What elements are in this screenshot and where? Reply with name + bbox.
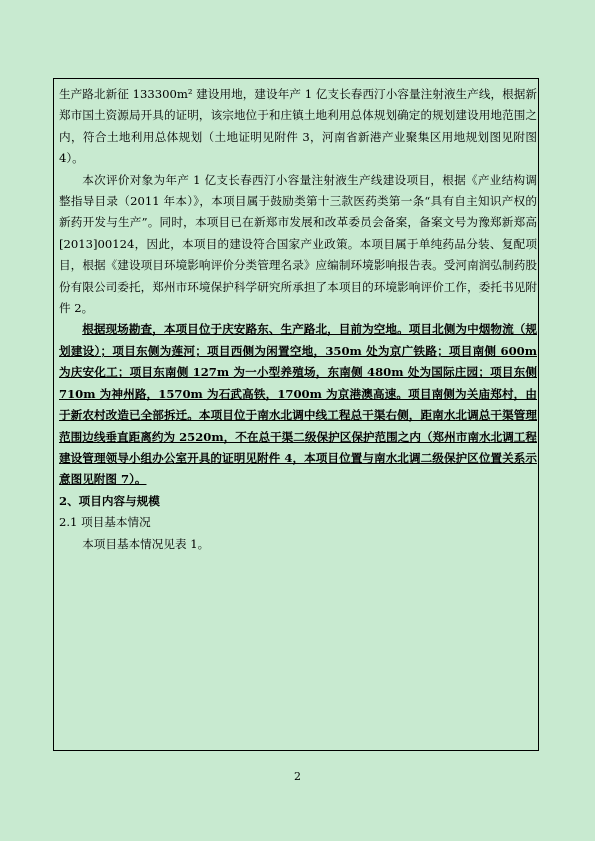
section-heading: 2、项目内容与规模 — [59, 493, 160, 508]
page-number: 2 — [294, 770, 301, 783]
paragraph-industry-policy: 本次评价对象为年产 1 亿支长春西汀小容量注射液生产线建设项目，根据《产业结构调整指导目录（2011 年本）》，本项目属于鼓励类第十三款医药类第一条“具有自主知识产权的新药开发与生产”。同时，本项目已在新郑市发展和改革委员会备案，备案文号为豫郑新郑高[2013]00124，因此，本项目的建设符合国家产业政策。本项目属于单纯药品分装、复配项目，根据《建设项目环境影响评价分类管理名录》应编制环境影响报告表。受河南润弘制药股份有限公司委托，郑州市环境保护科学研究所承担了本项目的环境影响评价工作，委托书见附件 2。 — [59, 172, 537, 316]
paragraph-land-use: 生产路北新征 133300m² 建设用地，建设年产 1 亿支长春西汀小容量注射液生产线，根据新郑市国土资源局开具的证明，该宗地位于和庄镇土地利用总体规划确定的规划建设用地范围之内，符合土地利用总体规划（土地证明见附件 3，河南省新港产业聚集区用地规划图见附图 4）。 — [59, 87, 537, 166]
paragraph-site-survey: 根据现场勘查，本项目位于庆安路东、生产路北，目前为空地。项目北侧为中烟物流（规划建设）；项目东侧为莲河；项目西侧为闲置空地，350m 处为京广铁路；项目南侧 600m 为庆安化工；项目东南侧 127m 为一小型养殖场，东南侧 480m 处为国际庄园；项目东侧 710m 为神州路，1570m 为石武高铁，1700m 为京港澳高速。项目南侧为关庙郑村，由于新农村改造已全部拆迁。本项目位于南水北调中线工程总干渠右侧，距南水北调总干渠管理范围边线垂直距离约为 2520m，不在总干渠二级保护区保护范围之内（郑州市南水北调工程建设管理领导小组办公室开具的证明见附件 4，本项目位置与南水北调二级保护区位置关系示意图见附图 7）。 — [59, 322, 537, 487]
document-body — [59, 84, 537, 555]
subsection-heading: 2.1 项目基本情况 — [59, 515, 151, 530]
paragraph-basic-info: 本项目基本情况见表 1。 — [82, 536, 210, 551]
